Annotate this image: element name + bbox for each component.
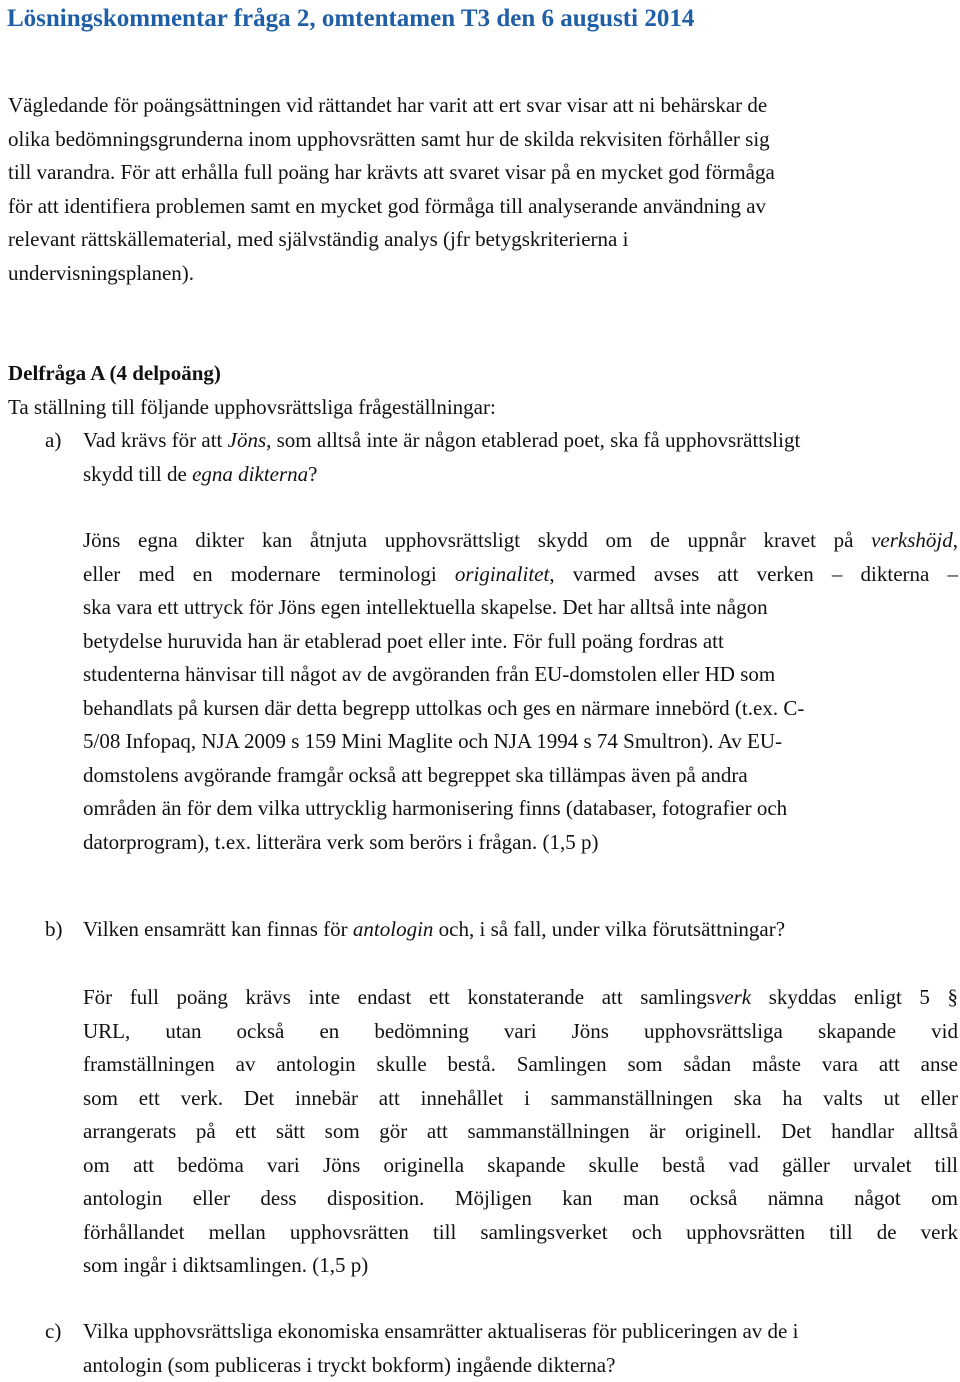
answer-line: förhållandet mellan upphovsrätten till samlingsverket och upphovsrätten till de verk (83, 1216, 958, 1250)
question-text-part: ? (308, 462, 317, 486)
answer-text-part: Jöns egna dikter kan åtnjuta upphovsrättsligt skydd om de uppnår kravet på (83, 528, 871, 552)
intro-line: till varandra. För att erhålla full poäng har krävts att svaret visar på en mycket god förmåga (8, 156, 948, 190)
answer-text-part: För full poäng krävs inte endast ett konstaterande att samlings (83, 985, 715, 1009)
document-title: Lösningskommentar fråga 2, omtentamen T3 den 6 augusti 2014 (7, 2, 694, 36)
question-text-part: , som alltså inte är någon etablerad poet, ska få upphovsrättsligt (266, 428, 800, 452)
answer-line: URL, utan också en bedömning vari Jöns upphovsrättsliga skapande vid (83, 1015, 958, 1049)
answer-line: som ingår i diktsamlingen. (1,5 p) (83, 1249, 958, 1283)
answer-text-emphasis: originalitet (455, 562, 550, 586)
answer-text-part: eller med en modernare terminologi (83, 562, 455, 586)
question-text-part: och, i så fall, under vilka förutsättningar? (433, 917, 785, 941)
answer-line: 5/08 Infopaq, NJA 2009 s 159 Mini Maglite och NJA 1994 s 74 Smultron). Av EU- (83, 725, 958, 759)
question-text (83, 1315, 958, 1382)
answer-line: studenterna hänvisar till något av de avgöranden från EU-domstolen eller HD som (83, 658, 958, 692)
question-text-emphasis: egna dikterna (192, 462, 308, 486)
answer-a (83, 524, 958, 859)
question-text-part: skydd till de (83, 462, 192, 486)
intro-line: Vägledande för poängsättningen vid rättandet har varit att ert svar visar att ni behärskar de (8, 89, 948, 123)
answer-line: behandlats på kursen där detta begrepp uttolkas och ges en närmare innebörd (t.ex. C- (83, 692, 958, 726)
intro-paragraph (8, 89, 948, 290)
section-heading: Delfråga A (4 delpoäng) (8, 357, 221, 391)
answer-b (83, 981, 958, 1283)
question-text-part: Vilken ensamrätt kan finnas för (83, 917, 353, 941)
question-line: Vilka upphovsrättsliga ekonomiska ensamrätter aktualiseras för publiceringen av de i (83, 1315, 958, 1349)
answer-line: domstolens avgörande framgår också att begreppet ska tillämpas även på andra (83, 759, 958, 793)
answer-text-emphasis: verkshöjd (871, 528, 953, 552)
question-label: b) (45, 913, 63, 947)
answer-text-part: , (953, 528, 958, 552)
question-label: c) (45, 1315, 61, 1349)
answer-text-emphasis: verk (715, 985, 751, 1009)
section-lead: Ta ställning till följande upphovsrättsliga frågeställningar: (8, 391, 496, 425)
question-text-part: Vad krävs för att (83, 428, 228, 452)
question-line: antologin (som publiceras i tryckt bokform) ingående dikterna? (83, 1349, 958, 1382)
question-text (83, 424, 958, 491)
intro-line: olika bedömningsgrunderna inom upphovsrätten samt hur de skilda rekvisiten förhåller sig (8, 123, 948, 157)
answer-text-part: skyddas enligt 5 § (751, 985, 958, 1009)
answer-line: framställningen av antologin skulle bestå. Samlingen som sådan måste vara att anse (83, 1048, 958, 1082)
question-text (83, 913, 958, 947)
answer-line: om att bedöma vari Jöns originella skapande skulle bestå vad gäller urvalet till (83, 1149, 958, 1183)
answer-line: betydelse huruvida han är etablerad poet eller inte. För full poäng fordras att (83, 625, 958, 659)
intro-line: för att identifiera problemen samt en mycket god förmåga till analyserande användning av (8, 190, 948, 224)
question-text-emphasis: antologin (353, 917, 434, 941)
intro-line: undervisningsplanen). (8, 257, 948, 291)
answer-line: datorprogram), t.ex. litterära verk som berörs i frågan. (1,5 p) (83, 826, 958, 860)
answer-line: arrangerats på ett sätt som gör att sammanställningen är originell. Det handlar alltså (83, 1115, 958, 1149)
intro-line: relevant rättskällematerial, med självständig analys (jfr betygskriterierna i (8, 223, 948, 257)
answer-line: som ett verk. Det innebär att innehållet i sammanställningen ska ha valts ut eller (83, 1082, 958, 1116)
question-label: a) (45, 424, 61, 458)
answer-text-part: , varmed avses att verken – dikterna – (549, 562, 958, 586)
answer-line: antologin eller dess disposition. Möjligen kan man också nämna något om (83, 1182, 958, 1216)
question-text-emphasis: Jöns (228, 428, 267, 452)
answer-line: områden än för dem vilka uttrycklig harmonisering finns (databaser, fotografier och (83, 792, 958, 826)
answer-line: ska vara ett uttryck för Jöns egen intellektuella skapelse. Det har alltså inte någon (83, 591, 958, 625)
